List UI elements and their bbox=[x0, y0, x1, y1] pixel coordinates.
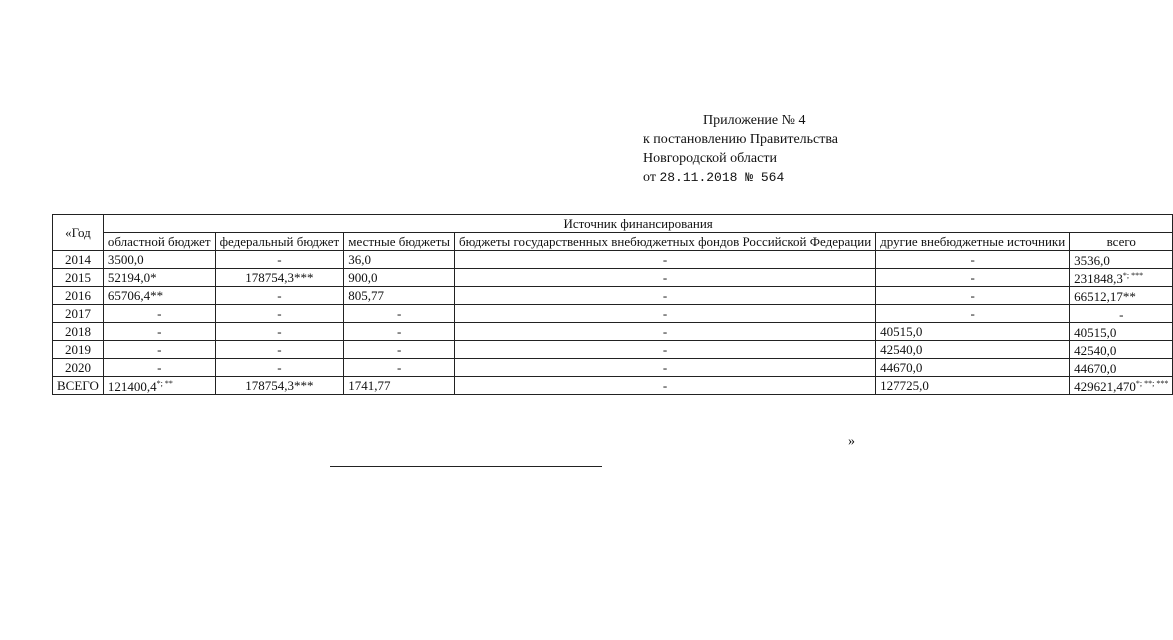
cell-federal: - bbox=[215, 323, 344, 341]
row-year: 2017 bbox=[53, 305, 104, 323]
cell-state-funds: - bbox=[455, 287, 876, 305]
cell-other: 44670,0 bbox=[876, 359, 1070, 377]
total-regional bbox=[103, 377, 215, 395]
cell-federal: - bbox=[215, 341, 344, 359]
appendix-title: Приложение № 4 bbox=[703, 113, 806, 128]
cell-other: - bbox=[876, 305, 1070, 323]
cell-local: - bbox=[344, 359, 455, 377]
document-header bbox=[643, 111, 838, 187]
table-row bbox=[53, 251, 1173, 269]
total-all bbox=[1070, 377, 1173, 395]
cell-federal: - bbox=[215, 359, 344, 377]
cell-total-value: 44670,0 bbox=[1074, 361, 1117, 376]
cell-total-value: 42540,0 bbox=[1074, 343, 1117, 358]
column-header-other: другие внебюджетные источники bbox=[876, 233, 1070, 251]
row-year: 2015 bbox=[53, 269, 104, 287]
region-line: Новгородской области bbox=[643, 151, 777, 166]
separator-line bbox=[330, 466, 602, 467]
row-year: 2016 bbox=[53, 287, 104, 305]
cell-local: 36,0 bbox=[344, 251, 455, 269]
cell-total-value: 3536,0 bbox=[1074, 253, 1110, 268]
cell-regional: - bbox=[103, 305, 215, 323]
table-row bbox=[53, 305, 1173, 323]
cell-total bbox=[1070, 269, 1173, 287]
cell-total-footnote: *; *** bbox=[1122, 271, 1144, 280]
year-column-header: «Год bbox=[53, 215, 104, 251]
cell-other: 40515,0 bbox=[876, 323, 1070, 341]
total-row bbox=[53, 377, 1173, 395]
cell-regional: - bbox=[103, 359, 215, 377]
table-row bbox=[53, 269, 1173, 287]
column-header-state-funds: бюджеты государственных внебюджетных фондов Российской Федерации bbox=[455, 233, 876, 251]
cell-total-value: 231848,3 bbox=[1074, 271, 1123, 286]
number-label: № bbox=[737, 170, 761, 185]
resolution-number: 564 bbox=[760, 170, 785, 185]
total-regional-footnote: *; ** bbox=[156, 379, 173, 388]
cell-regional: 52194,0* bbox=[103, 269, 215, 287]
total-all-footnote: *; **; *** bbox=[1135, 379, 1169, 388]
row-year: 2014 bbox=[53, 251, 104, 269]
cell-local: - bbox=[344, 341, 455, 359]
cell-total-value: 66512,17** bbox=[1074, 289, 1136, 304]
cell-federal: - bbox=[215, 305, 344, 323]
total-label: ВСЕГО bbox=[53, 377, 104, 395]
column-header-total: всего bbox=[1070, 233, 1173, 251]
cell-total bbox=[1070, 359, 1173, 377]
date-number-line bbox=[643, 168, 838, 187]
cell-total bbox=[1070, 323, 1173, 341]
cell-local: - bbox=[344, 305, 455, 323]
financing-source-header: Источник финансирования bbox=[103, 215, 1173, 233]
table-row bbox=[53, 341, 1173, 359]
cell-regional: - bbox=[103, 323, 215, 341]
column-header-local: местные бюджеты bbox=[344, 233, 455, 251]
cell-total-value: - bbox=[1119, 307, 1124, 322]
date-prefix: от bbox=[643, 170, 660, 185]
cell-other: 42540,0 bbox=[876, 341, 1070, 359]
table-row bbox=[53, 359, 1173, 377]
cell-state-funds: - bbox=[455, 323, 876, 341]
cell-local: 805,77 bbox=[344, 287, 455, 305]
row-year: 2018 bbox=[53, 323, 104, 341]
total-regional-value: 121400,4 bbox=[107, 379, 157, 394]
total-federal: 178754,3*** bbox=[215, 377, 344, 395]
cell-total bbox=[1070, 287, 1173, 305]
cell-total bbox=[1070, 305, 1173, 323]
cell-local: - bbox=[344, 323, 455, 341]
total-all-value: 429621,470 bbox=[1074, 379, 1136, 394]
cell-other: - bbox=[876, 251, 1070, 269]
resolution-line: к постановлению Правительства bbox=[643, 132, 839, 147]
table-row bbox=[53, 287, 1173, 305]
cell-state-funds: - bbox=[455, 251, 876, 269]
total-state-funds: - bbox=[455, 377, 876, 395]
cell-state-funds: - bbox=[455, 305, 876, 323]
cell-federal: - bbox=[215, 251, 344, 269]
cell-other: - bbox=[876, 287, 1070, 305]
table-row bbox=[53, 323, 1173, 341]
financing-table bbox=[52, 214, 1173, 395]
row-year: 2019 bbox=[53, 341, 104, 359]
cell-other: - bbox=[876, 269, 1070, 287]
resolution-date: 28.11.2018 bbox=[659, 170, 738, 185]
cell-federal: 178754,3*** bbox=[215, 269, 344, 287]
cell-state-funds: - bbox=[455, 359, 876, 377]
cell-regional: - bbox=[103, 341, 215, 359]
cell-total bbox=[1070, 251, 1173, 269]
column-header-regional: областной бюджет bbox=[103, 233, 215, 251]
column-header-federal: федеральный бюджет bbox=[215, 233, 344, 251]
cell-regional: 65706,4** bbox=[103, 287, 215, 305]
total-local: 1741,77 bbox=[344, 377, 455, 395]
cell-state-funds: - bbox=[455, 341, 876, 359]
cell-local: 900,0 bbox=[344, 269, 455, 287]
closing-quote: » bbox=[848, 434, 855, 449]
cell-total-value: 40515,0 bbox=[1074, 325, 1117, 340]
row-year: 2020 bbox=[53, 359, 104, 377]
cell-state-funds: - bbox=[455, 269, 876, 287]
cell-federal: - bbox=[215, 287, 344, 305]
cell-total bbox=[1070, 341, 1173, 359]
cell-regional: 3500,0 bbox=[103, 251, 215, 269]
total-other: 127725,0 bbox=[876, 377, 1070, 395]
